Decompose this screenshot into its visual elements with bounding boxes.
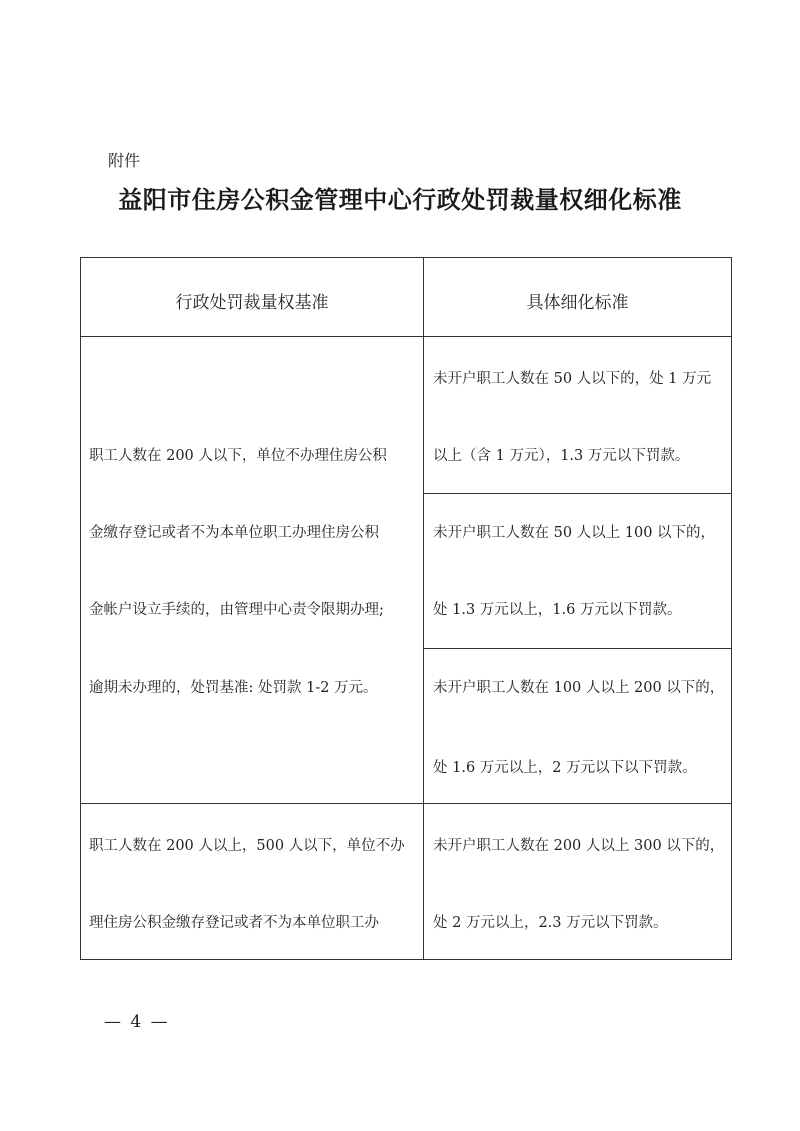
row2-basis-line-1: 职工人数在 200 人以上，500 人以下，单位不办	[89, 838, 405, 854]
header-row-divider	[81, 336, 731, 337]
row1-basis-line-3: 金帐户设立手续的，由管理中心责令限期办理;	[89, 602, 384, 618]
standard-divider-2	[423, 648, 731, 649]
row1-standard1-line-2: 以上（含 1 万元），1.3 万元以下罚款。	[433, 448, 690, 464]
attachment-label: 附件	[108, 151, 141, 170]
header-basis: 行政处罚裁量权基准	[175, 293, 329, 313]
row1-standard1-line-1: 未开户职工人数在 50 人以下的，处 1 万元	[433, 371, 712, 387]
header-standard: 具体细化标准	[526, 293, 629, 313]
standard-divider-1	[423, 493, 731, 494]
page-number: — 4 —	[104, 1012, 170, 1032]
row1-standard3-line-1: 未开户职工人数在 100 人以上 200 以下的，	[433, 680, 725, 696]
row1-basis-line-1: 职工人数在 200 人以下，单位不办理住房公积	[89, 448, 387, 464]
document-title: 益阳市住房公积金管理中心行政处罚裁量权细化标准	[118, 185, 682, 214]
penalty-standard-table	[80, 257, 732, 960]
row1-basis-line-4: 逾期未办理的，处罚基准: 处罚款 1-2 万元。	[89, 680, 378, 696]
row-divider	[81, 803, 731, 804]
row1-basis-line-2: 金缴存登记或者不为本单位职工办理住房公积	[89, 525, 379, 541]
row1-standard2-line-1: 未开户职工人数在 50 人以上 100 以下的，	[433, 525, 716, 541]
row1-standard3-line-2: 处 1.6 万元以上，2 万元以下以下罚款。	[433, 760, 697, 776]
row2-standard1-line-2: 处 2 万元以上，2.3 万元以下罚款。	[433, 915, 668, 931]
row1-standard2-line-2: 处 1.3 万元以上，1.6 万元以下罚款。	[433, 602, 682, 618]
row2-standard1-line-1: 未开户职工人数在 200 人以上 300 以下的，	[433, 838, 725, 854]
table-column-divider	[423, 258, 424, 959]
row2-basis-line-2: 理住房公积金缴存登记或者不为本单位职工办	[89, 915, 379, 931]
